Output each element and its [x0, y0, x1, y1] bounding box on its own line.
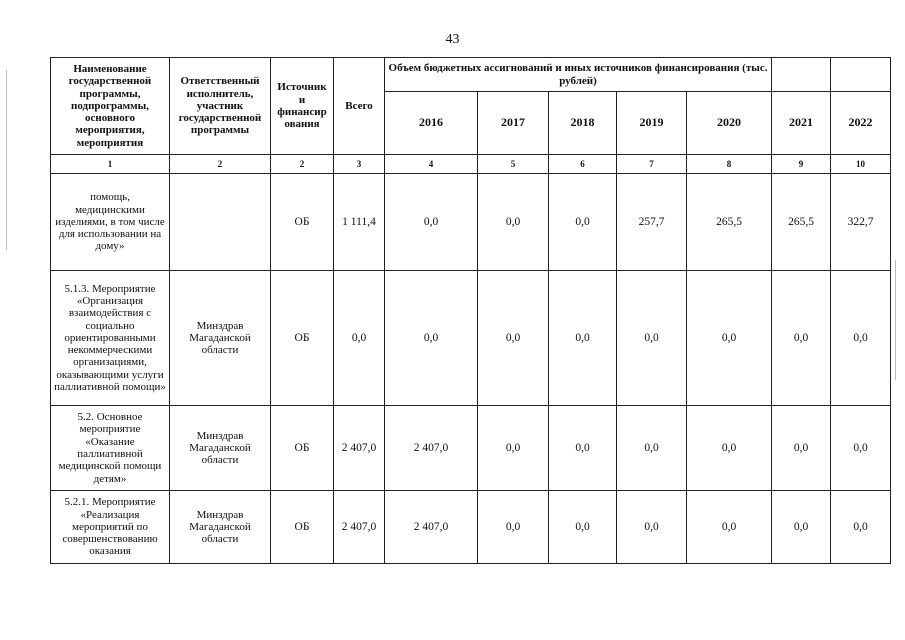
header-row [51, 58, 891, 92]
row-responsible: Минздрав Магаданской области [170, 271, 271, 406]
row-value: 257,7 [617, 174, 687, 271]
row-value: 0,0 [385, 174, 478, 271]
row-total: 2 407,0 [334, 491, 385, 564]
row-value: 0,0 [478, 271, 549, 406]
column-number: 2 [170, 155, 271, 174]
row-source: ОБ [271, 491, 334, 564]
page-number: 43 [445, 32, 460, 47]
row-value: 0,0 [478, 491, 549, 564]
header-volume: Объем бюджетных ассигнований и иных источников финансирования (тыс. рублей) [385, 58, 772, 92]
header-responsible: Ответственный исполнитель, участник государственной программы [170, 58, 271, 155]
header-blank-cell [831, 58, 891, 92]
header-year: 2020 [687, 92, 772, 155]
table-row [51, 271, 891, 406]
row-name: помощь, медицинскими изделиями, в том числе для использовании на дому» [51, 174, 170, 271]
column-number: 10 [831, 155, 891, 174]
column-number: 3 [334, 155, 385, 174]
row-value: 0,0 [478, 406, 549, 491]
table-row [51, 406, 891, 491]
row-value: 0,0 [617, 271, 687, 406]
row-value: 2 407,0 [385, 406, 478, 491]
column-number: 4 [385, 155, 478, 174]
header-year: 2017 [478, 92, 549, 155]
row-responsible: Минздрав Магаданской области [170, 406, 271, 491]
row-name: 5.2.1. Мероприятие «Реализация мероприятий по совершенствованию оказания [51, 491, 170, 564]
row-value: 0,0 [772, 491, 831, 564]
header-source: Источник и финансир ования [271, 58, 334, 155]
row-value: 322,7 [831, 174, 891, 271]
row-value: 0,0 [772, 271, 831, 406]
row-name: 5.2. Основное мероприятие «Оказание паллиативной медицинской помощи детям» [51, 406, 170, 491]
table-row [51, 491, 891, 564]
row-value: 0,0 [687, 271, 772, 406]
row-responsible [170, 174, 271, 271]
row-total: 2 407,0 [334, 406, 385, 491]
column-number: 5 [478, 155, 549, 174]
row-value: 265,5 [687, 174, 772, 271]
header-name: Наименование государственной программы, подпрограммы, основного мероприятия, мероприятия [51, 58, 170, 155]
row-total: 1 111,4 [334, 174, 385, 271]
row-value: 265,5 [772, 174, 831, 271]
row-value: 0,0 [831, 271, 891, 406]
scan-edge-mark [895, 260, 896, 380]
row-value: 0,0 [549, 406, 617, 491]
row-value: 0,0 [687, 491, 772, 564]
row-total: 0,0 [334, 271, 385, 406]
header-year: 2021 [772, 92, 831, 155]
row-name: 5.1.3. Мероприятие «Организация взаимодействия с социально ориентированными некоммерческими организациями, оказывающими услуги паллиативной помощи» [51, 271, 170, 406]
row-value: 0,0 [687, 406, 772, 491]
column-number: 2 [271, 155, 334, 174]
header-total: Всего [334, 58, 385, 155]
header-year: 2022 [831, 92, 891, 155]
column-number: 9 [772, 155, 831, 174]
column-number: 8 [687, 155, 772, 174]
row-value: 0,0 [617, 491, 687, 564]
column-numbers-row [51, 155, 891, 174]
row-source: ОБ [271, 174, 334, 271]
header-year: 2018 [549, 92, 617, 155]
row-responsible: Минздрав Магаданской области [170, 491, 271, 564]
header-year: 2016 [385, 92, 478, 155]
row-value: 0,0 [549, 491, 617, 564]
row-value: 0,0 [617, 406, 687, 491]
row-source: ОБ [271, 271, 334, 406]
row-value: 0,0 [772, 406, 831, 491]
row-value: 0,0 [831, 406, 891, 491]
row-value: 2 407,0 [385, 491, 478, 564]
budget-table [50, 57, 891, 564]
row-source: ОБ [271, 406, 334, 491]
column-number: 1 [51, 155, 170, 174]
row-value: 0,0 [478, 174, 549, 271]
scan-edge-mark [6, 70, 7, 250]
row-value: 0,0 [385, 271, 478, 406]
table-row [51, 174, 891, 271]
row-value: 0,0 [549, 174, 617, 271]
header-blank-cell [772, 58, 831, 92]
column-number: 6 [549, 155, 617, 174]
row-value: 0,0 [831, 491, 891, 564]
column-number: 7 [617, 155, 687, 174]
header-year: 2019 [617, 92, 687, 155]
row-value: 0,0 [549, 271, 617, 406]
